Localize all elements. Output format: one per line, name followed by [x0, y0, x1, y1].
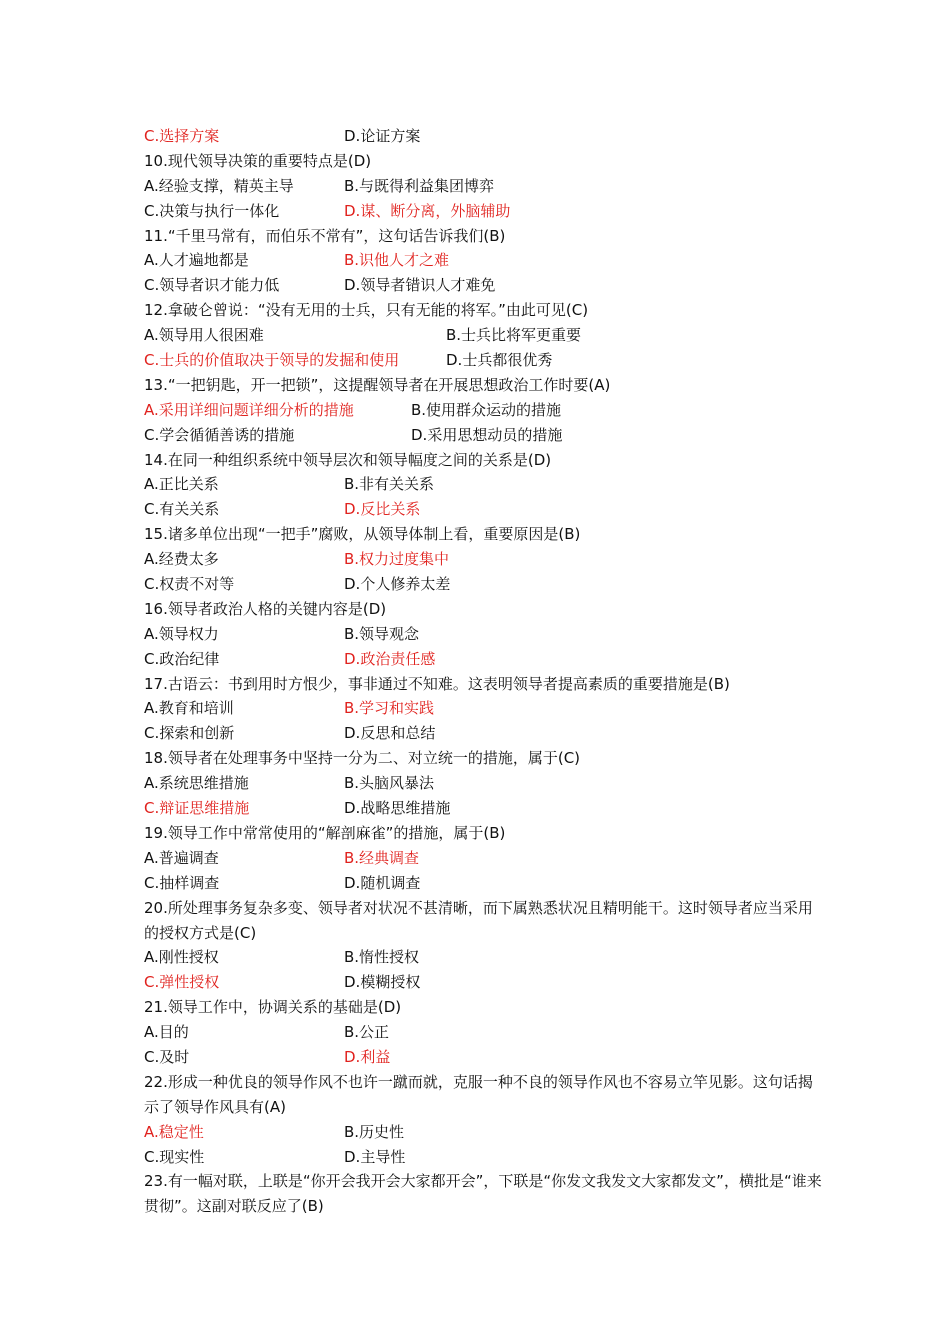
- options-line: [144, 1020, 824, 1045]
- option-correct: D.政治责任感: [344, 649, 436, 668]
- option-correct: C.辩证思维措施: [144, 799, 250, 818]
- option: A.教育和培训: [144, 699, 234, 718]
- option: B.领导观念: [344, 624, 420, 643]
- options-line: [144, 871, 824, 896]
- question-line: 16.领导者政治人格的关键内容是(D): [144, 599, 387, 618]
- options-line: [144, 199, 824, 224]
- option: D.论证方案: [344, 127, 421, 145]
- option: D.战略思维措施: [344, 799, 451, 818]
- option-correct: B.权力过度集中: [344, 550, 450, 569]
- options-line: [144, 423, 824, 448]
- options-line: [144, 796, 824, 821]
- option: A.领导用人很困难: [144, 326, 264, 345]
- option: D.采用思想动员的措施: [411, 425, 563, 444]
- options-line: [144, 323, 824, 348]
- option: C.政治纪律: [144, 649, 220, 668]
- option: D.个人修养太差: [344, 575, 451, 594]
- question-line: 22.形成一种优良的领导作风不也许一蹴而就，克服一种不良的领导作风也不容易立竿见影。这句话揭示了领导作风具有(A): [144, 1072, 813, 1116]
- option: D.主导性: [344, 1147, 406, 1166]
- option: C.领导者识才能力低: [144, 276, 280, 295]
- option: A.领导权力: [144, 624, 219, 643]
- options-line: [144, 696, 824, 721]
- question-line: 21.领导工作中，协调关系的基础是(D): [144, 998, 402, 1017]
- question-line: 14.在同一种组织系统中领导层次和领导幅度之间的关系是(D): [144, 450, 552, 469]
- options-line: [144, 721, 824, 746]
- option: B.历史性: [344, 1122, 405, 1141]
- options-line: [144, 1045, 824, 1070]
- option: A.正比关系: [144, 475, 219, 494]
- question-line: 19.领导工作中常常使用的“解剖麻雀”的措施，属于(B): [144, 823, 506, 842]
- option: C.及时: [144, 1047, 190, 1066]
- option: B.使用群众运动的措施: [411, 400, 562, 419]
- option: B.士兵比将军更重要: [446, 326, 582, 345]
- option: A.经费太多: [144, 550, 219, 569]
- option: A.目的: [144, 1023, 189, 1042]
- options-line: [144, 273, 824, 298]
- option: B.惰性授权: [344, 948, 420, 967]
- option: C.权责不对等: [144, 575, 235, 594]
- option-correct: B.识他人才之难: [344, 251, 450, 270]
- option-correct: C.士兵的价值取决于领导的发掘和使用: [144, 351, 400, 370]
- question-line: 20.所处理事务复杂多变、领导者对状况不甚清晰，而下属熟悉状况且精明能干。这时领导者应当采用的授权方式是(C): [144, 898, 813, 942]
- options-line: [144, 771, 824, 796]
- option: B.与既得利益集团博弈: [344, 176, 495, 195]
- options-line: [144, 348, 824, 373]
- question-line: 12.拿破仑曾说：“没有无用的士兵，只有无能的将军。”由此可见(C): [144, 301, 589, 320]
- option: D.模糊授权: [344, 973, 421, 992]
- option: C.抽样调查: [144, 873, 220, 892]
- options-line: [144, 174, 824, 199]
- option: A.人才遍地都是: [144, 251, 249, 270]
- question-line: 11.“千里马常有，而伯乐不常有”，这句话告诉我们(B): [144, 226, 506, 245]
- option-correct: D.谋、断分离，外脑辅助: [344, 201, 511, 220]
- option: C.有关关系: [144, 500, 220, 519]
- options-line: [144, 497, 824, 522]
- options-line: [144, 846, 824, 871]
- option-correct: A.采用详细问题详细分析的措施: [144, 400, 354, 419]
- options-line: [144, 547, 824, 572]
- option: A.普遍调查: [144, 848, 219, 867]
- option-correct: C.选择方案: [144, 127, 220, 145]
- option: A.经验支撑，精英主导: [144, 176, 294, 195]
- question-line: 18.领导者在处理事务中坚持一分为二、对立统一的措施，属于(C): [144, 749, 581, 768]
- option: D.领导者错识人才难免: [344, 276, 496, 295]
- option: A.刚性授权: [144, 948, 219, 967]
- option: B.公正: [344, 1023, 390, 1042]
- question-line: 10.现代领导决策的重要特点是(D): [144, 151, 372, 170]
- option-correct: B.经典调查: [344, 848, 420, 867]
- options-line: [144, 248, 824, 273]
- options-line: [144, 647, 824, 672]
- option: C.决策与执行一体化: [144, 201, 280, 220]
- question-line: 13.“一把钥匙，开一把锁”，这提醒领导者在开展思想政治工作时要(A): [144, 375, 611, 394]
- option-correct: D.利益: [344, 1047, 391, 1066]
- options-line: [144, 1120, 824, 1145]
- option: C.探索和创新: [144, 724, 235, 743]
- option: A.系统思维措施: [144, 774, 249, 793]
- options-line: [144, 945, 824, 970]
- options-line: [144, 1145, 824, 1170]
- option: D.士兵都很优秀: [446, 351, 553, 370]
- option: D.随机调查: [344, 873, 421, 892]
- document-page: [144, 124, 824, 1219]
- options-line: [144, 970, 824, 995]
- options-line: [144, 622, 824, 647]
- options-line: [144, 572, 824, 597]
- option: C.现实性: [144, 1147, 205, 1166]
- option: C.学会循循善诱的措施: [144, 425, 295, 444]
- option: B.非有关关系: [344, 475, 435, 494]
- question-line: 23.有一幅对联，上联是“你开会我开会大家都开会”，下联是“你发文我发文大家都发文”，横批是“谁来贯彻”。这副对联反应了(B): [144, 1172, 822, 1216]
- option: B.头脑风暴法: [344, 774, 435, 793]
- options-line: [144, 124, 824, 149]
- option-correct: B.学习和实践: [344, 699, 435, 718]
- option-correct: D.反比关系: [344, 500, 421, 519]
- question-line: 15.诸多单位出现“一把手”腐败，从领导体制上看，重要原因是(B): [144, 525, 581, 544]
- option-correct: A.稳定性: [144, 1122, 204, 1141]
- option-correct: C.弹性授权: [144, 973, 220, 992]
- options-line: [144, 398, 824, 423]
- options-line: [144, 472, 824, 497]
- question-line: 17.古语云：书到用时方恨少，事非通过不知难。这表明领导者提高素质的重要措施是(B): [144, 674, 730, 693]
- option: D.反思和总结: [344, 724, 436, 743]
